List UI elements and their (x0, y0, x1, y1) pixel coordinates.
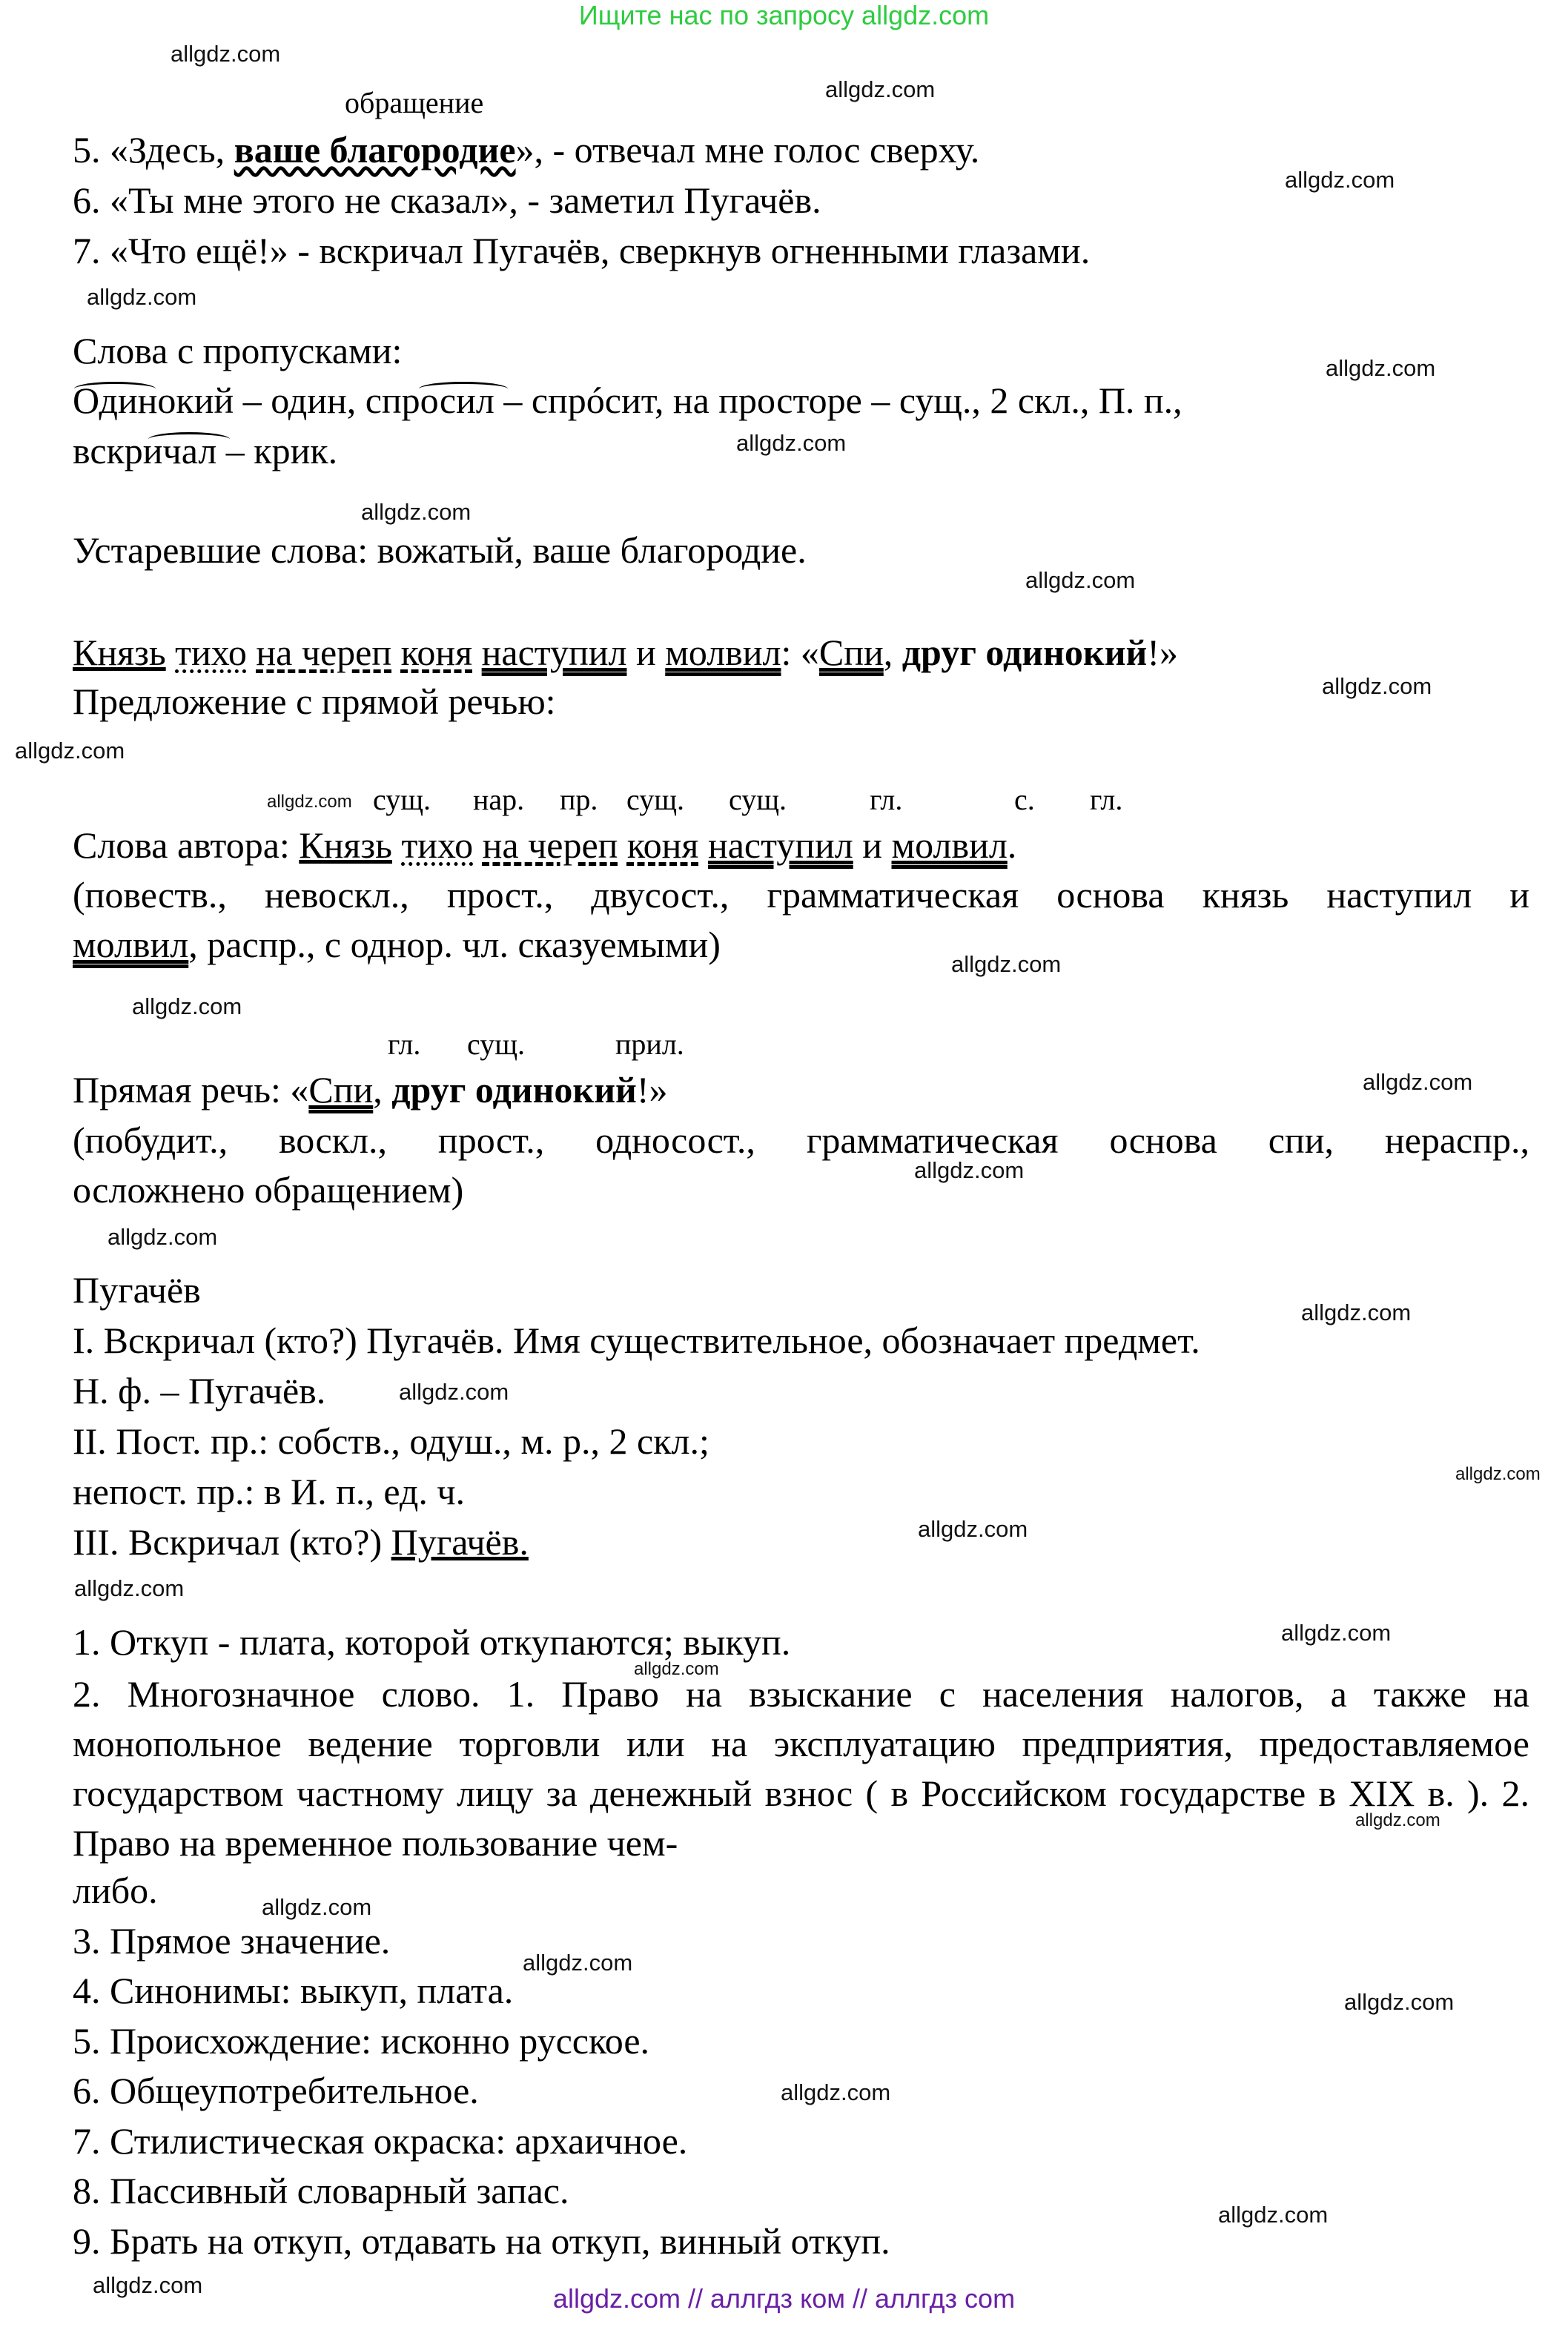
watermark: allgdz.com (1326, 355, 1436, 381)
words-line-2: вскричал – крик. (73, 430, 338, 471)
watermark: allgdz.com (171, 41, 281, 67)
pos-tag: прил. (615, 1027, 684, 1061)
watermark: allgdz.com (825, 76, 936, 102)
pos-tag: гл. (1090, 783, 1123, 816)
otkup-2-end: либо. (73, 1870, 158, 1911)
watermark: allgdz.com (1363, 1069, 1473, 1095)
sentence-5: 5. «Здесь, ваше благородие», - отвечал мне голос сверху. (73, 129, 980, 171)
watermark: allgdz.com (634, 1659, 719, 1679)
otkup-3: 3. Прямое значение. (73, 1920, 391, 1962)
watermark: allgdz.com (736, 430, 847, 456)
bottom-banner[interactable]: allgdz.com // аллгдз ком // аллгдз com (552, 2283, 1016, 2314)
otkup-2: 2. Многозначное слово. 1. Право на взыскание с населения налогов, а также на монопольное ведение торговли или на эксплуатацию предприятия, предоставляемое государством частному лицу за денежный взнос ( в Российском государстве в XIX в. ). 2. Право на временное пользование чем- (73, 1673, 1529, 1864)
watermark: allgdz.com (1355, 1810, 1440, 1830)
watermark: allgdz.com (361, 499, 472, 525)
watermark: allgdz.com (93, 2272, 203, 2298)
pugachev-line-5: III. Вскричал (кто?) Пугачёв. (73, 1521, 529, 1563)
author-desc-1: (повеств., невоскл., прост., двусост., грамматическая основа князь наступил и (73, 874, 1529, 916)
watermark: allgdz.com (1285, 167, 1395, 193)
watermark: allgdz.com (523, 1950, 633, 1976)
pos-tag: сущ. (626, 783, 685, 816)
pugachev-line-2: Н. ф. – Пугачёв. (73, 1370, 326, 1411)
top-banner[interactable]: Ищите нас по запросу allgdz.com (578, 0, 990, 30)
pos-tag: гл. (870, 783, 903, 816)
pugachev-line-3: II. Пост. пр.: собств., одуш., м. р., 2 скл.; (73, 1420, 709, 1462)
pos-tag: пр. (560, 783, 598, 816)
otkup-4: 4. Синонимы: выкуп, плата. (73, 1970, 514, 2011)
watermark: allgdz.com (87, 284, 197, 310)
author-words: Слова автора: Князь тихо на череп коня наступил и молвил. (73, 824, 1017, 866)
sentence-6: 6. «Ты мне этого не сказал», - заметил Пугачёв. (73, 179, 821, 221)
author-desc-2: молвил, распр., с однор. чл. сказуемыми) (73, 924, 721, 965)
watermark: allgdz.com (914, 1157, 1025, 1183)
watermark: allgdz.com (1025, 567, 1136, 593)
otkup-1: 1. Откуп - плата, которой откупаются; выкуп. (73, 1621, 791, 1663)
pugachev-line-4: непост. пр.: в И. п., ед. ч. (73, 1471, 465, 1512)
otkup-9: 9. Брать на откуп, отдавать на откуп, винный откуп. (73, 2220, 890, 2262)
watermark: allgdz.com (262, 1894, 372, 1920)
otkup-6: 6. Общеупотребительное. (73, 2070, 479, 2111)
sentence-7: 7. «Что ещё!» - вскричал Пугачёв, сверкнув огненными глазами. (73, 230, 1091, 271)
watermark: allgdz.com (1344, 1989, 1455, 2015)
watermark: allgdz.com (1218, 2202, 1329, 2228)
pos-tag: с. (1014, 783, 1035, 816)
watermark: allgdz.com (918, 1516, 1028, 1542)
watermark: allgdz.com (781, 2079, 891, 2105)
pos-tag: нар. (473, 783, 525, 816)
direct-desc-2: осложнено обращением) (73, 1169, 464, 1211)
pos-tag: сущ. (467, 1027, 526, 1061)
otkup-7: 7. Стилистическая окраска: архаичное. (73, 2120, 688, 2162)
direct-speech-title: Предложение с прямой речью: (73, 681, 556, 722)
otkup-5: 5. Происхождение: исконно русское. (73, 2020, 650, 2062)
otkup-8: 8. Пассивный словарный запас. (73, 2170, 569, 2211)
watermark: allgdz.com (951, 951, 1062, 977)
obsolete-words: Устаревшие слова: вожатый, ваше благородие. (73, 529, 807, 571)
pugachev-title: Пугачёв (73, 1269, 201, 1311)
direct-speech: Прямая речь: «Спи, друг одинокий!» (73, 1069, 668, 1110)
direct-desc-1: (побудит., воскл., прост., односост., грамматическая основа спи, нераспр., (73, 1119, 1529, 1161)
pos-tag: сущ. (373, 783, 431, 816)
watermark: allgdz.com (74, 1575, 185, 1601)
pugachev-line-1: I. Вскричал (кто?) Пугачёв. Имя существительное, обозначает предмет. (73, 1320, 1200, 1361)
watermark: allgdz.com (1301, 1300, 1412, 1325)
watermark: allgdz.com (1281, 1620, 1392, 1646)
watermark: allgdz.com (267, 792, 352, 812)
watermark: allgdz.com (1322, 673, 1432, 699)
pos-tag: гл. (388, 1027, 421, 1061)
analyzed-sentence: Князь тихо на череп коня наступил и молвил: «Спи, друг одинокий!» (73, 632, 1178, 673)
watermark: allgdz.com (132, 993, 242, 1019)
words-line-1: Одинокий – один, спросил – спрóсит, на просторе – сущ., 2 скл., П. п., (73, 380, 1182, 421)
watermark: allgdz.com (1455, 1464, 1541, 1484)
pos-tag: сущ. (729, 783, 787, 816)
watermark: allgdz.com (15, 738, 125, 764)
watermark: allgdz.com (399, 1379, 509, 1405)
annotation-obrashchenie: обращение (345, 86, 484, 119)
words-title: Слова с пропусками: (73, 330, 403, 371)
watermark: allgdz.com (107, 1224, 218, 1250)
